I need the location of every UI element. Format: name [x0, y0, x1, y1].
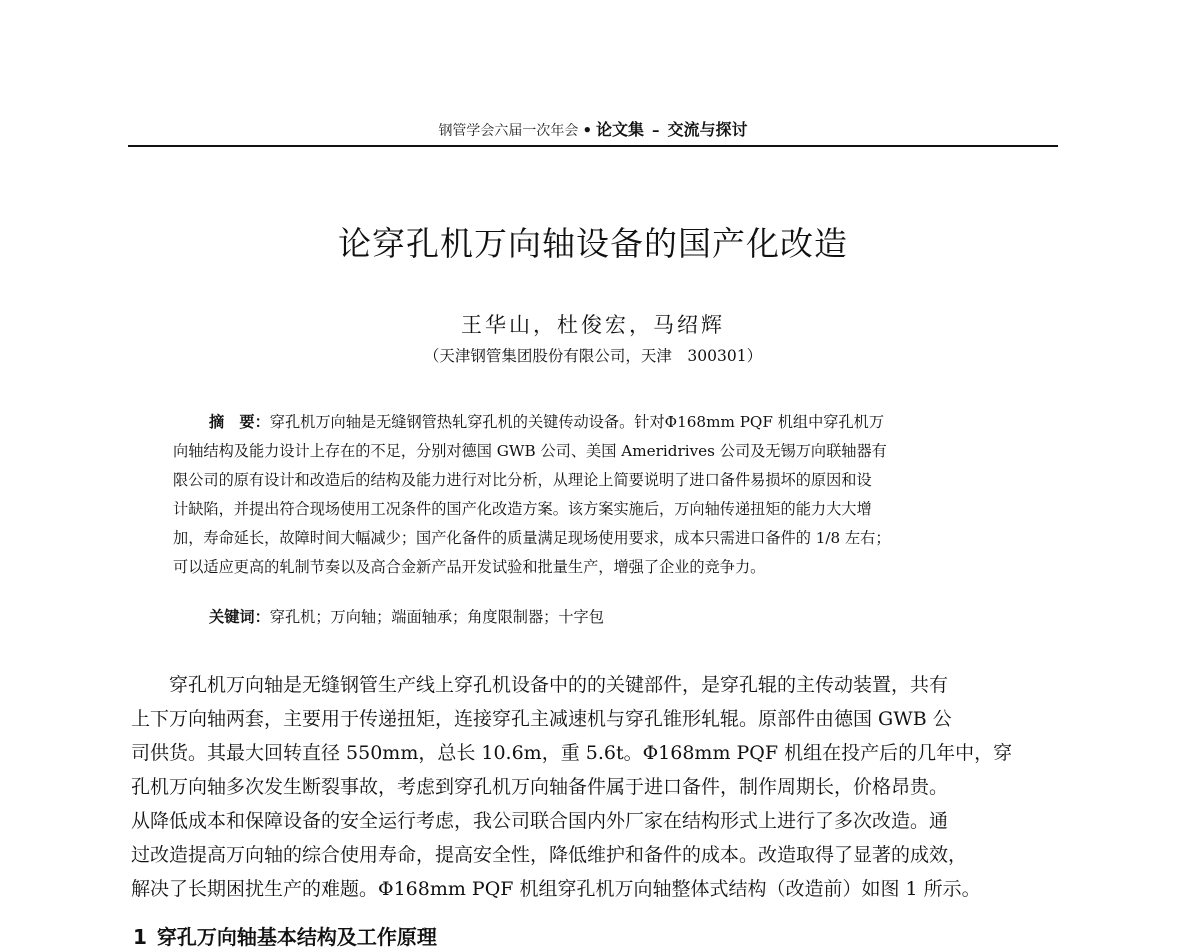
keywords — [209, 603, 604, 631]
body-paragraph — [131, 668, 1061, 906]
paper-authors: 王华山，杜俊宏，马绍辉 — [461, 313, 725, 337]
header-journal: 钢管学会六届一次年会 — [438, 123, 579, 139]
running-header — [128, 118, 1058, 143]
abstract-line: 计缺陷，并提出符合现场使用工况条件的国产化改造方案。该方案实施后，万向轴传递扭矩的能力大大增 — [173, 500, 872, 518]
header-rule — [128, 145, 1058, 147]
body-line: 解决了长期困扰生产的难题。Φ168mm PQF 机组穿孔机万向轴整体式结构（改造前）如图 1 所示。 — [131, 878, 981, 900]
abstract-line: 加，寿命延长，故障时间大幅减少；国产化备件的质量满足现场使用要求，成本只需进口备件的 1/8 左右； — [173, 529, 891, 547]
abstract-line: 向轴结构及能力设计上存在的不足，分别对德国 GWB 公司、美国 Ameridrives 公司及无锡万向联轴器有 — [173, 442, 887, 460]
paper-affiliation: （天津钢管集团股份有限公司，天津 300301） — [423, 347, 763, 365]
body-line: 过改造提高万向轴的综合使用寿命，提高安全性，降低维护和备件的成本。改造取得了显著的成效， — [131, 844, 968, 866]
abstract-line: 限公司的原有设计和改造后的结构及能力进行对比分析，从理论上简要说明了进口备件易损坏的原因和设 — [173, 471, 872, 489]
abstract — [173, 408, 1023, 582]
section-heading — [133, 922, 437, 952]
paper-title: 论穿孔机万向轴设备的国产化改造 — [338, 224, 848, 263]
abstract-line — [173, 408, 1023, 437]
keywords-label: 关键词： — [209, 608, 270, 626]
section-title: 穿孔万向轴基本结构及工作原理 — [156, 925, 437, 949]
body-line: 司供货。其最大回转直径 550mm，总长 10.6m，重 5.6t。Φ168mm PQF 机组在投产后的几年中，穿 — [131, 742, 1013, 764]
body-line: 上下万向轴两套，主要用于传递扭矩，连接穿孔主减速机与穿孔锥形轧辊。原部件由德国 GWB 公 — [131, 708, 952, 730]
abstract-label: 摘 要： — [209, 413, 270, 431]
abstract-line: 可以适应更高的轧制节奏以及高合金新产品开发试验和批量生产，增强了企业的竞争力。 — [173, 558, 766, 576]
header-separator: • — [582, 121, 593, 139]
keywords-text: 穿孔机；万向轴；端面轴承；角度限制器；十字包 — [269, 608, 604, 626]
header-section: 交流与探讨 — [667, 120, 748, 139]
abstract-text: 穿孔机万向轴是无缝钢管热轧穿孔机的关键传动设备。针对Φ168mm PQF 机组中穿孔机万 — [269, 413, 885, 431]
section-number: 1 — [133, 925, 147, 949]
header-dash: – — [652, 121, 660, 139]
body-line: 穿孔机万向轴是无缝钢管生产线上穿孔机设备中的的关键部件，是穿孔辊的主传动装置，共有 — [169, 674, 949, 696]
body-line: 从降低成本和保障设备的安全运行考虑，我公司联合国内外厂家在结构形式上进行了多次改造。通 — [131, 810, 949, 832]
header-collection: 论文集 — [596, 120, 645, 139]
body-line: 孔机万向轴多次发生断裂事故，考虑到穿孔机万向轴备件属于进口备件，制作周期长，价格昂贵。 — [131, 776, 949, 798]
